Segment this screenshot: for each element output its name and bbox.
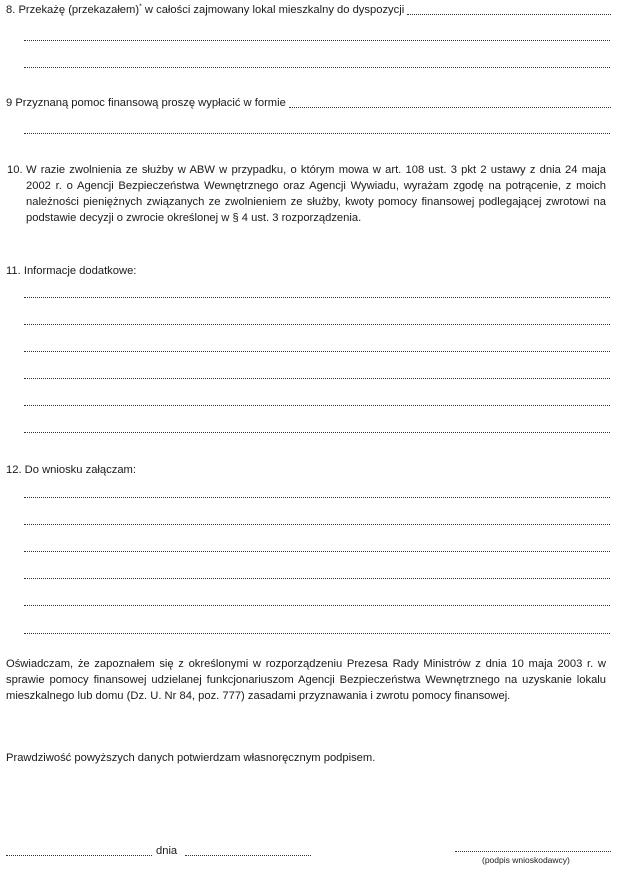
section-8-text: Przekażę (przekazałem) — [18, 4, 140, 16]
section-9-number: 9 — [6, 97, 13, 109]
section-8-line — [6, 3, 611, 17]
section-9-text: Przyznaną pomoc finansową proszę wypłacić w formie — [15, 97, 286, 109]
section-8-input-line-2[interactable] — [24, 40, 610, 41]
date-input-line[interactable] — [185, 855, 311, 856]
section-10-number: 10. — [7, 164, 23, 176]
section-11-input-line-5[interactable] — [24, 405, 610, 406]
statement-paragraph: Oświadczam, że zapoznałem się z określonymi w rozporządzeniu Prezesa Rady Ministrów z dnia 10 maja 2003 r. w sprawie pomocy finansowej udzielanej funkcjonariuszom Agencji Bezpieczeństwa Wewnętrznego na uzyskanie lokalu mieszkalnego lub domu (Dz. U. Nr 84, poz. 777) zasadami przyznawania i zwrotu pomocy finansowej. — [6, 658, 606, 702]
section-9-line — [6, 96, 611, 110]
section-12-heading — [6, 463, 136, 477]
section-8-input-line[interactable] — [407, 4, 611, 15]
section-8-number: 8. — [6, 4, 16, 16]
section-11-input-line-4[interactable] — [24, 378, 610, 379]
section-11-input-line-3[interactable] — [24, 351, 610, 352]
place-input-line[interactable] — [6, 855, 152, 856]
section-12-input-line-4[interactable] — [24, 578, 610, 579]
section-10-text: W razie zwolnienia ze służby w ABW w przypadku, o którym mowa w art. 108 ust. 3 pkt 2 ustawy z dnia 24 maja 2002 r. o Agencji Bezpieczeństwa Wewnętrznego oraz Agencji Wywiadu, wyrażam zgodę na potrącenie, z moich należności pieniężnych związanych ze zwolnieniem ze służby, kwoty pomocy finansowej podlegającej zwrotowi na podstawie decyzji o zwrocie określonej w § 4 ust. 3 rozporządzenia. — [26, 164, 606, 224]
signature-caption: (podpis wnioskodawcy) — [482, 855, 570, 865]
section-12-input-line-6[interactable] — [24, 633, 610, 634]
section-10-paragraph — [7, 162, 606, 226]
section-11-heading — [6, 264, 136, 278]
section-12-input-line-3[interactable] — [24, 551, 610, 552]
section-12-text: Do wniosku załączam: — [24, 464, 136, 476]
signature-input-line[interactable] — [455, 851, 611, 852]
section-12-input-line-1[interactable] — [24, 497, 610, 498]
section-11-number: 11. — [6, 265, 21, 277]
section-11-input-line-2[interactable] — [24, 324, 610, 325]
confirmation-text: Prawdziwość powyższych danych potwierdzam własnoręcznym podpisem. — [6, 752, 376, 764]
section-8-input-line-3[interactable] — [24, 67, 610, 68]
section-8-text-after: w całości zajmowany lokal mieszkalny do dyspozycji — [141, 4, 405, 16]
section-9-input-line-2[interactable] — [24, 133, 610, 134]
section-12-input-line-5[interactable] — [24, 605, 610, 606]
section-9-input-line[interactable] — [289, 97, 611, 108]
section-11-input-line-6[interactable] — [24, 432, 610, 433]
date-label: dnia — [156, 845, 178, 857]
section-11-text: Informacje dodatkowe: — [23, 265, 137, 277]
footnote-marker: * — [139, 3, 142, 11]
section-12-number: 12. — [6, 464, 22, 476]
section-12-input-line-2[interactable] — [24, 524, 610, 525]
section-11-input-line-1[interactable] — [24, 297, 610, 298]
